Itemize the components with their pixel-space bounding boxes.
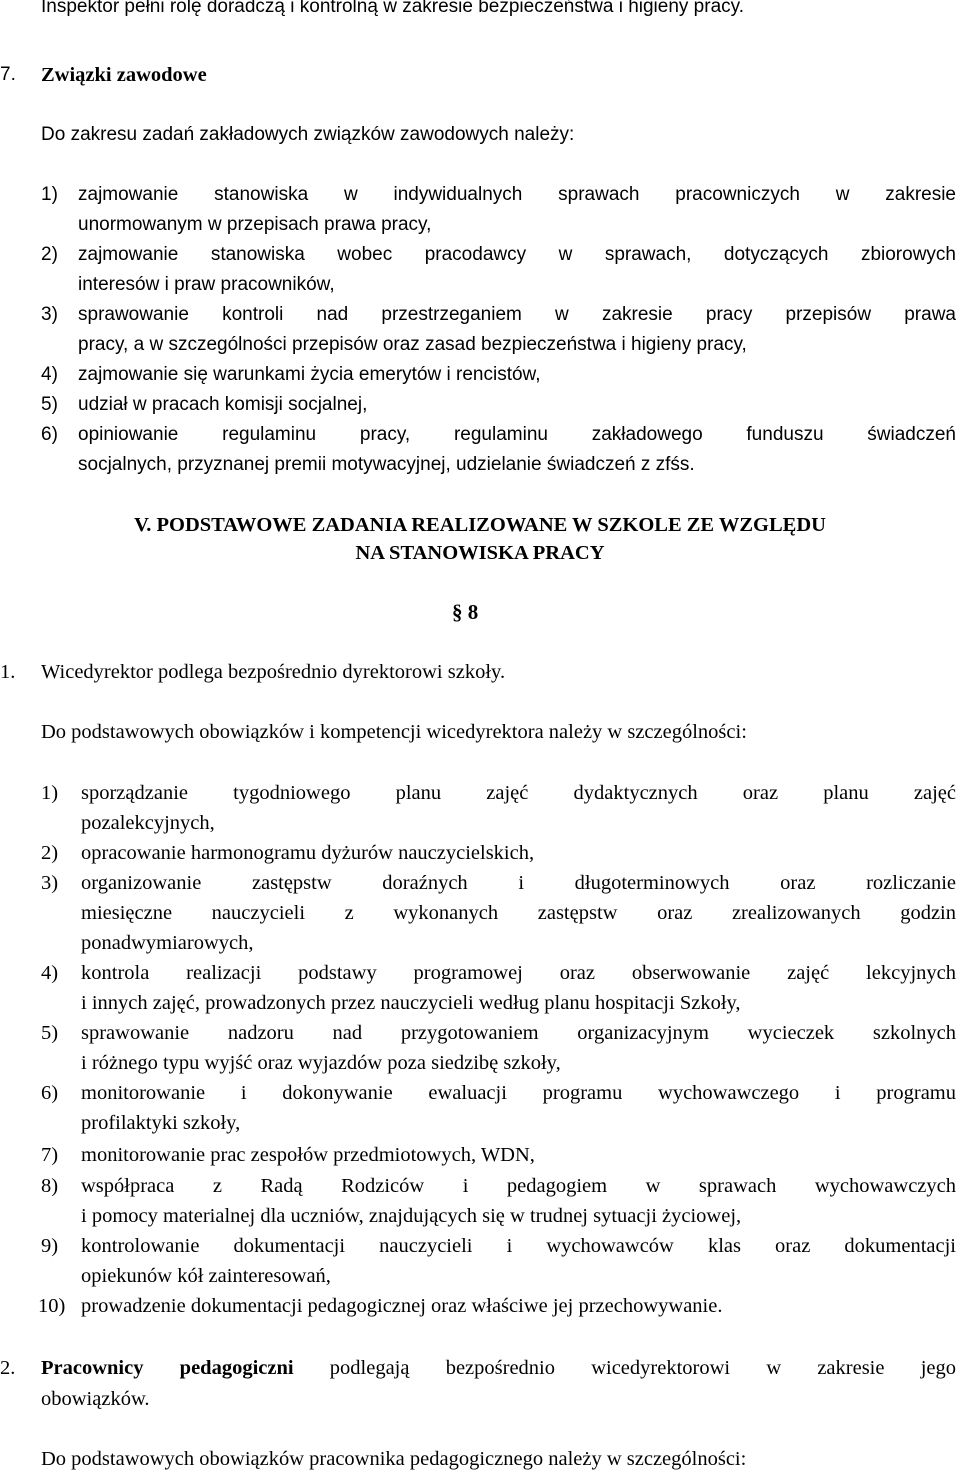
- vice-item-num: 10): [38, 1295, 66, 1317]
- vice-item-line: organizowanie zastępstw doraźnych i długoterminowych oraz rozliczanie: [81, 872, 956, 894]
- unions-lead: Do zakresu zadań zakładowych związków zawodowych należy:: [41, 124, 575, 145]
- vice-item-line: i innych zajęć, prowadzonych przez nauczycieli według planu hospitacji Szkoły,: [81, 992, 741, 1014]
- vice-item-line: kontrola realizacji podstawy programowej oraz obserwowanie zajęć lekcyjnych: [81, 962, 956, 984]
- paragraph-mark: § 8: [452, 600, 479, 624]
- vice-item-num: 6): [41, 1082, 59, 1104]
- unions-item-line: socjalnych, przyznanej premii motywacyjnej, udzielanie świadczeń z zfśs.: [78, 454, 695, 475]
- teachers-bold: Pracownicy pedagogiczni: [41, 1357, 294, 1379]
- unions-item-line: unormowanym w przepisach prawa pracy,: [78, 214, 432, 235]
- vice-item-line: opiekunów kół zainteresowań,: [81, 1265, 331, 1287]
- intro-line: Inspektor pełni rolę doradczą i kontrolną w zakresie bezpieczeństwa i higieny pracy.: [41, 0, 745, 17]
- vice-item-line: pozalekcyjnych,: [81, 812, 215, 834]
- vice-item-line: miesięczne nauczycieli z wykonanych zastępstw oraz zrealizowanych godzin: [81, 902, 956, 924]
- unions-item-line: sprawowanie kontroli nad przestrzeganiem w zakresie pracy przepisów prawa: [78, 304, 956, 325]
- vice-item-num: 8): [41, 1175, 59, 1197]
- vice-text: Wicedyrektor podlega bezpośrednio dyrektorowi szkoły.: [41, 661, 506, 683]
- unions-heading: Związki zawodowe: [41, 64, 207, 86]
- unions-number: 7.: [0, 64, 16, 85]
- vice-item-line: ponadwymiarowych,: [81, 932, 254, 954]
- section-title-line2: NA STANOWISKA PRACY: [355, 542, 605, 564]
- unions-item-num: 1): [41, 184, 58, 205]
- unions-item-num: 6): [41, 424, 58, 445]
- unions-item-line: zajmowanie stanowiska wobec pracodawcy w sprawach, dotyczących zbiorowych: [78, 244, 956, 265]
- unions-item-line: opiniowanie regulaminu pracy, regulaminu zakładowego funduszu świadczeń: [78, 424, 956, 445]
- vice-item-line: opracowanie harmonogramu dyżurów nauczycielskich,: [81, 842, 535, 864]
- vice-number: 1.: [0, 661, 16, 683]
- vice-item-num: 3): [41, 872, 59, 894]
- unions-item-num: 5): [41, 394, 58, 415]
- vice-item-num: 9): [41, 1235, 59, 1257]
- unions-item-num: 3): [41, 304, 58, 325]
- vice-item-line: sprawowanie nadzoru nad przygotowaniem organizacyjnym wycieczek szkolnych: [81, 1022, 956, 1044]
- section-title-line1: V. PODSTAWOWE ZADANIA REALIZOWANE W SZKOLE ZE WZGLĘDU: [134, 514, 826, 536]
- vice-item-num: 5): [41, 1022, 59, 1044]
- vice-item-line: sporządzanie tygodniowego planu zajęć dydaktycznych oraz planu zajęć: [81, 782, 956, 804]
- teachers-lead: Do podstawowych obowiązków pracownika pedagogicznego należy w szczególności:: [41, 1448, 747, 1470]
- vice-item-line: profilaktyki szkoły,: [81, 1112, 241, 1134]
- teachers-line1: [41, 1353, 956, 1384]
- vice-item-num: 2): [41, 842, 59, 864]
- unions-item-line: interesów i praw pracowników,: [78, 274, 335, 295]
- vice-item-line: i pomocy materialnej dla uczniów, znajdujących się w trudnej sytuacji życiowej,: [81, 1205, 742, 1227]
- vice-item-line: monitorowanie prac zespołów przedmiotowych, WDN,: [81, 1144, 535, 1166]
- unions-item-line: udział w pracach komisji socjalnej,: [78, 394, 368, 415]
- vice-lead: Do podstawowych obowiązków i kompetencji wicedyrektora należy w szczególności:: [41, 721, 747, 743]
- vice-item-line: monitorowanie i dokonywanie ewaluacji programu wychowawczego i programu: [81, 1082, 956, 1104]
- vice-item-num: 1): [41, 782, 59, 804]
- unions-item-num: 2): [41, 244, 58, 265]
- vice-item-num: 4): [41, 962, 59, 984]
- vice-item-num: 7): [41, 1144, 59, 1166]
- unions-item-line: pracy, a w szczególności przepisów oraz zasad bezpieczeństwa i higieny pracy,: [78, 334, 747, 355]
- teachers-rest: podlegają bezpośrednio wicedyrektorowi w zakresie jego: [293, 1357, 956, 1379]
- unions-item-line: zajmowanie stanowiska w indywidualnych sprawach pracowniczych w zakresie: [78, 184, 956, 205]
- vice-item-line: współpraca z Radą Rodziców i pedagogiem w sprawach wychowawczych: [81, 1175, 956, 1197]
- vice-item-line: kontrolowanie dokumentacji nauczycieli i wychowawców klas oraz dokumentacji: [81, 1235, 956, 1257]
- unions-item-num: 4): [41, 364, 58, 385]
- vice-item-line: prowadzenie dokumentacji pedagogicznej oraz właściwe jej przechowywanie.: [81, 1295, 723, 1317]
- teachers-number: 2.: [0, 1357, 16, 1379]
- unions-item-line: zajmowanie się warunkami życia emerytów i rencistów,: [78, 364, 541, 385]
- vice-item-line: i różnego typu wyjść oraz wyjazdów poza siedzibę szkoły,: [81, 1052, 561, 1074]
- teachers-line2: obowiązków.: [41, 1388, 150, 1410]
